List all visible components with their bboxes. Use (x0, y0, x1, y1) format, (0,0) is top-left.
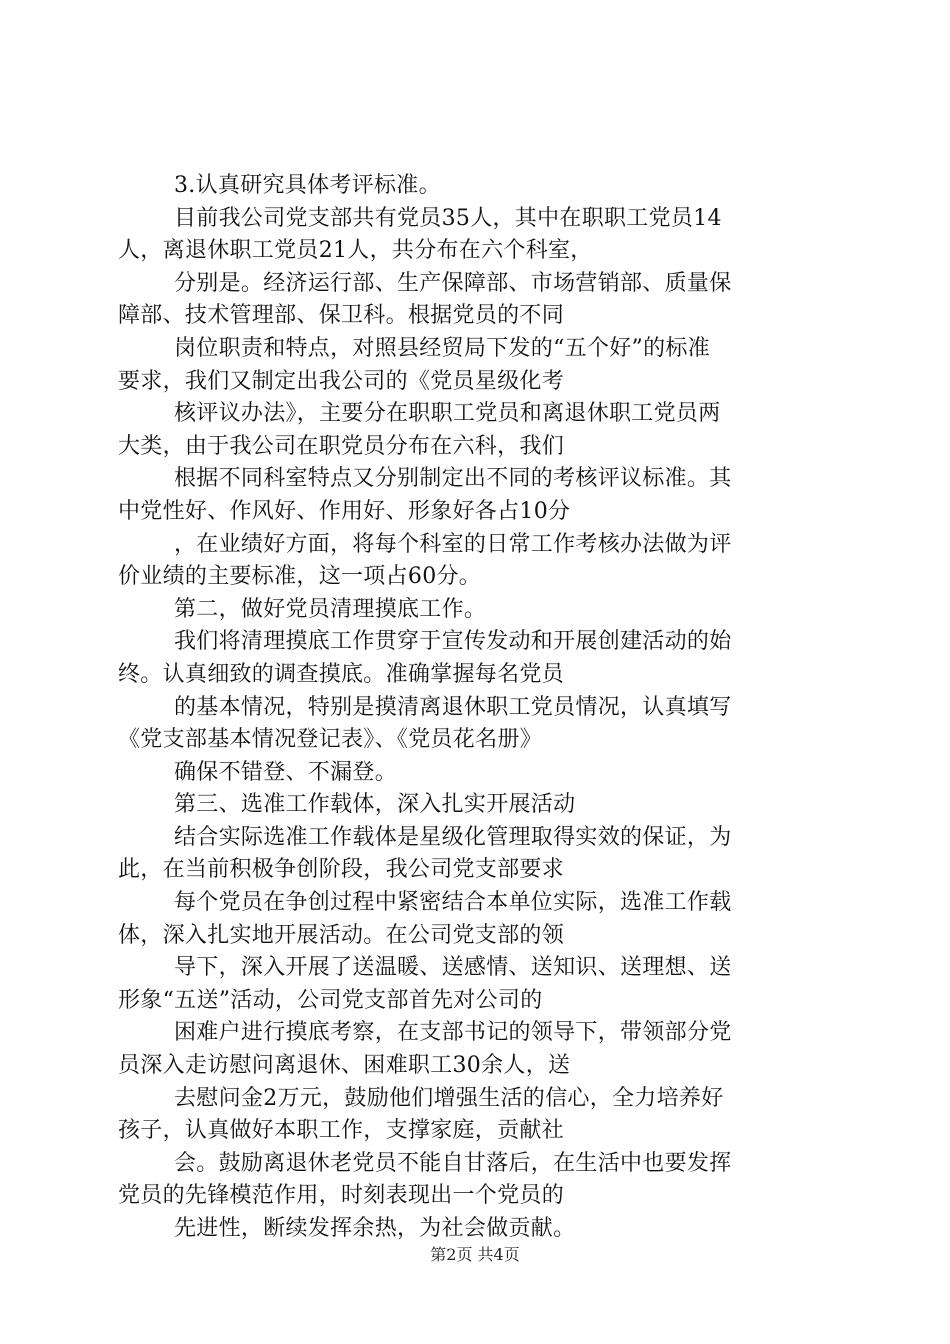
text-line: 每个党员在争创过程中紧密结合本单位实际，选准工作载 (174, 890, 732, 916)
text-line: 孩子，认真做好本职工作，支撑家庭，贡献社 (118, 1118, 565, 1144)
text-line: 终。认真细致的调查摸底。准确掌握每名党员 (118, 661, 565, 687)
document-body (118, 170, 833, 1246)
text-line: 先进性，断续发挥余热，为社会做贡献。 (174, 1216, 576, 1241)
text-line: 第二，做好党员清理摸底工作。 (174, 596, 487, 622)
page-footer: 第2页 共4页 (430, 1245, 520, 1264)
text-line: 结合实际选准工作载体是星级化管理取得实效的保证，为 (174, 824, 732, 850)
text-line: ，在业绩好方面，将每个科室的日常工作考核办法做为评 (174, 531, 732, 557)
text-line: 第三、选准工作载体，深入扎实开展活动 (174, 792, 576, 818)
text-line: 困难户进行摸底考察，在支部书记的领导下，带领部分党 (174, 1020, 732, 1046)
text-line: 价业绩的主要标准，这一项占60分。 (118, 564, 482, 590)
text-line: 形象“五送”活动，公司党支部首先对公司的 (118, 987, 543, 1013)
text-line: 导下，深入开展了送温暖、送感情、送知识、送理想、送 (174, 955, 732, 981)
text-line: 此，在当前积极争创阶段，我公司党支部要求 (118, 857, 565, 883)
text-line: 大类，由于我公司在职党员分布在六科，我们 (118, 433, 565, 459)
text-line: 《党支部基本情况登记表》、《党员花名册》 (118, 727, 543, 753)
text-line: 去慰问金2万元，鼓励他们增强生活的信心，全力培养好 (174, 1085, 724, 1111)
text-line: 我们将清理摸底工作贯穿于宣传发动和开展创建活动的始 (174, 629, 732, 655)
text-line: 核评议办法》，主要分在职职工党员和离退休职工党员两 (174, 401, 721, 427)
text-line: 会。鼓励离退休老党员不能自甘落后，在生活中也要发挥 (174, 1150, 732, 1176)
text-line: 根据不同科室特点又分别制定出不同的考核评议标准。其 (174, 466, 732, 492)
text-line: 障部、技术管理部、保卫科。根据党员的不同 (118, 303, 565, 329)
text-line: 3.认真研究具体考评标准。 (174, 173, 441, 198)
text-line: 员深入走访慰问离退休、困难职工30余人，送 (118, 1053, 571, 1079)
text-line: 要求，我们又制定出我公司的《党员星级化考 (118, 368, 565, 394)
text-line: 体，深入扎实地开展活动。在公司党支部的领 (118, 922, 565, 948)
text-line: 分别是。经济运行部、生产保障部、市场营销部、质量保 (174, 270, 732, 296)
text-line: 党员的先锋模范作用，时刻表现出一个党员的 (118, 1183, 565, 1209)
text-line: 确保不错登、不漏登。 (174, 759, 398, 785)
text-line: 中党性好、作风好、作用好、形象好各占10分 (118, 498, 571, 524)
text-line: 目前我公司党支部共有党员35人，其中在职职工党员14 (174, 205, 722, 231)
text-line: 人，离退休职工党员21人，共分布在六个科室， (118, 238, 593, 264)
text-line: 的基本情况，特别是摸清离退休职工党员情况，认真填写 (174, 694, 732, 720)
text-line: 岗位职责和特点，对照县经贸局下发的“五个好”的标准 (174, 335, 710, 361)
